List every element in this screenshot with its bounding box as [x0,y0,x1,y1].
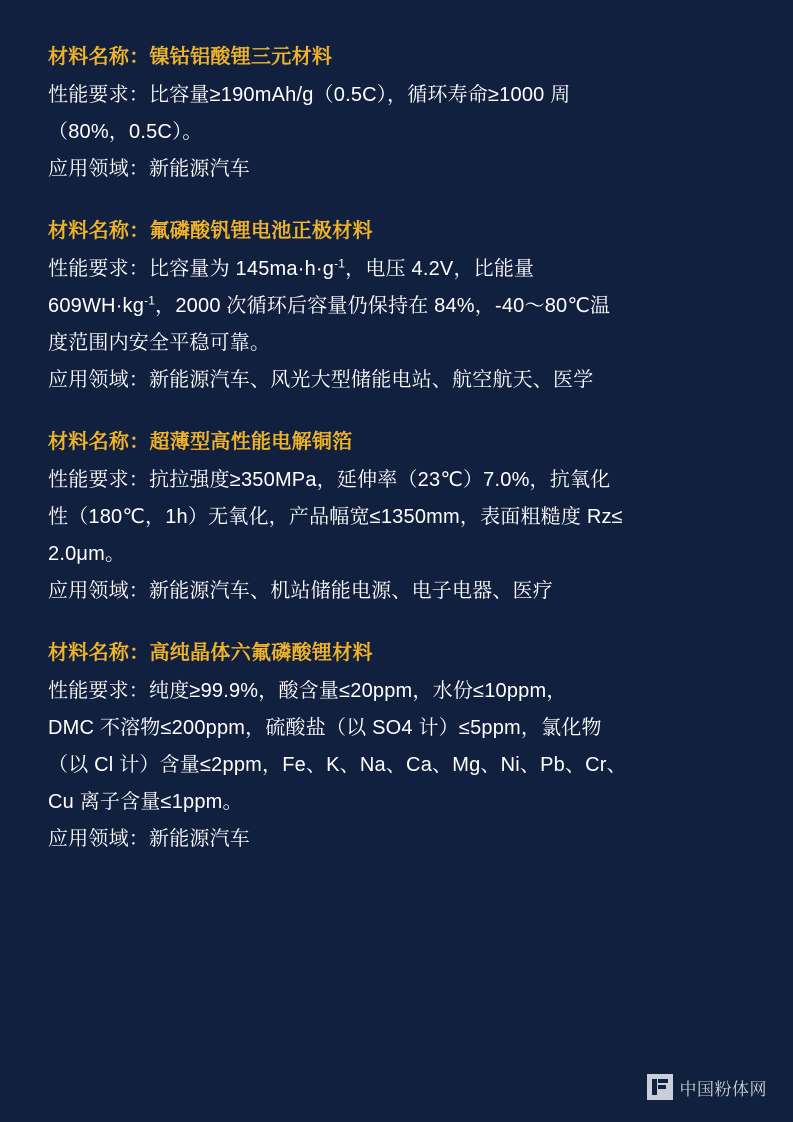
material-application: 应用领域：新能源汽车 [48,828,250,850]
material-title-label: 材料名称： [48,220,150,242]
material-title-label: 材料名称： [48,642,150,664]
powder-network-logo-icon [647,1074,673,1100]
material-title [48,427,745,458]
material-title [48,216,745,247]
material-title-label: 材料名称： [48,431,150,453]
material-title-value: 镍钴铝酸锂三元材料 [149,46,333,68]
material-title [48,638,745,669]
material-title-value: 高纯晶体六氟磷酸锂材料 [149,642,373,664]
material-application: 应用领域：新能源汽车 [48,158,250,180]
material-spec-line: 性能要求：比容量为 $145ma\cdot h\cdot g^{-1}$，电压 4.2V，比能量 [48,256,535,280]
material-entry [48,638,745,856]
material-entry [48,42,745,186]
material-spec-line: $609WH\cdot kg^{-1}$，2000 次循环后容量仍保持在 84%，-40～80℃温 [48,293,611,317]
material-title-label: 材料名称： [48,46,150,68]
material-entry [48,216,745,397]
material-spec-line: Cu 离子含量≤1ppm。 [48,791,243,813]
material-title-value: 氟磷酸钒锂电池正极材料 [149,220,373,242]
material-application: 应用领域：新能源汽车、风光大型储能电站、航空航天、医学 [48,369,594,391]
material-spec-line: 性能要求：抗拉强度≥350MPa，延伸率（23℃）7.0%，抗氧化 [48,469,611,491]
material-spec-line: DMC 不溶物≤200ppm，硫酸盐（以 SO4 计）≤5ppm，氯化物 [48,717,602,739]
watermark-text: 中国粉体网 [679,1079,767,1099]
watermark [647,1074,768,1100]
material-spec-line: 性能要求：纯度≥99.9%，酸含量≤20ppm，水份≤10ppm， [48,680,567,702]
material-spec-line: （80%，0.5C）。 [48,121,203,143]
material-spec-line: （以 Cl 计）含量≤2ppm，Fe、K、Na、Ca、Mg、Ni、Pb、Cr、 [48,754,627,776]
material-title-value: 超薄型高性能电解铜箔 [149,431,353,453]
material-entry [48,427,745,608]
material-spec-line: 性能要求：比容量≥190mAh/g（0.5C），循环寿命≥1000 周 [48,84,571,106]
material-application: 应用领域：新能源汽车、机站储能电源、电子电器、医疗 [48,580,553,602]
material-spec-line: 性（180℃，1h）无氧化，产品幅宽≤1350mm，表面粗糙度 Rz≤ [48,506,623,528]
material-spec-line: 度范围内安全平稳可靠。 [48,332,271,354]
material-spec-line: 2.0μm。 [48,543,126,565]
material-title [48,42,745,73]
